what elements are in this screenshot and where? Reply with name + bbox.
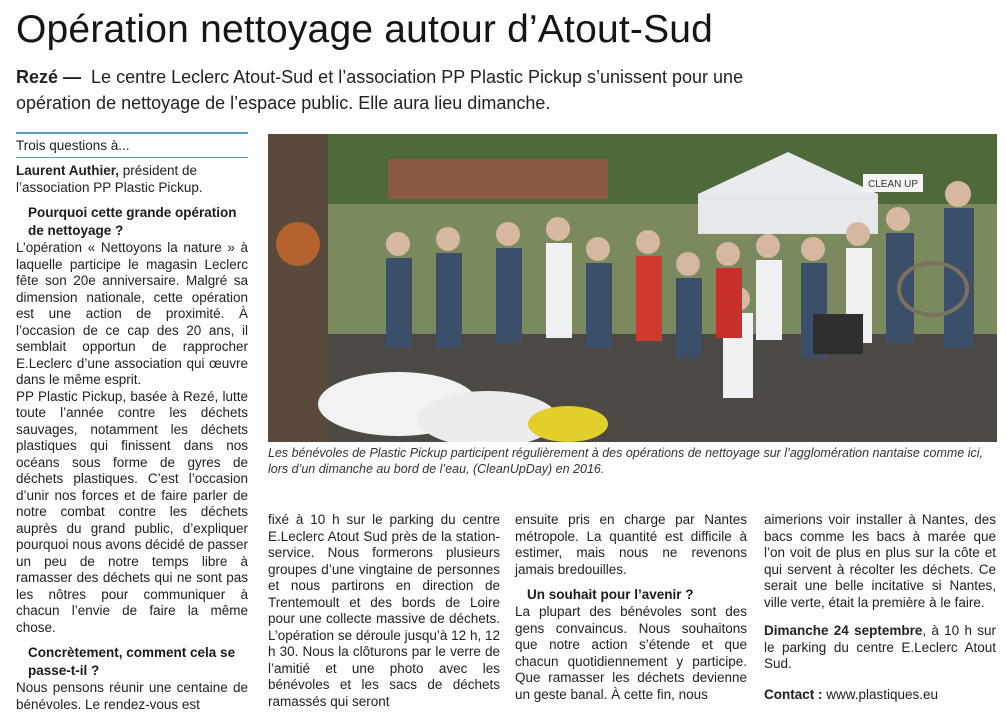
question-3: Un souhait pour l’avenir ? <box>527 587 694 602</box>
lead-line-1: Le centre Leclerc Atout-Sud et l’association PP Plastic Pickup s’unissent pour une <box>91 67 744 87</box>
event-details: , à 10 h sur le parking du centre E.Leclerc Atout Sud. <box>764 623 996 671</box>
lead-place: Rezé — <box>16 67 82 87</box>
contact-label: Contact : <box>764 686 823 702</box>
contact-website: www.plastiques.eu <box>822 686 939 702</box>
interview-column <box>16 132 248 713</box>
article-photo <box>268 134 997 442</box>
column-1-text: fixé à 10 h sur le parking du centre E.Leclerc Atout Sud près de la station-service. Nous formerons plusieurs groupes d’une vingtaine de personnes et nous partirons en direction de Trentemoult et des bords de Loire pour une collecte massive de déchets. L’opération se déroule jusqu’à 12 h, 12 h 30. Nous la clôturons par le verre de l’amitié et une photo avec les bénévoles et les sacs de déchets ramassés qui seront <box>268 512 500 709</box>
answer-1-paragraph-2: PP Plastic Pickup, basée à Rezé, lutte toute l’année contre les déchets sauvages, notamment les déchets plastiques qui finissent dans nos océans sous forme de gyres de déchets plastiques. C’est l’occasion d’unir nos forces et de faire parler de notre combat contre les déchets auprès du grand public, d’expliquer pourquoi nous avons décidé de passer un peu de notre temps libre à ramasser des déchets qui ne sont pas les nôtres pour communiquer à chacun l’envie de faire la même chose. <box>16 388 248 635</box>
interviewee-name: Laurent Authier, <box>16 163 120 178</box>
sidebox-kicker: Trois questions à... <box>16 138 130 153</box>
answer-2-paragraph-1: Nous pensons réunir une centaine de bénévoles. Le rendez-vous est <box>16 680 248 712</box>
photo-sign-text: CLEAN UP <box>867 179 919 190</box>
photo-caption: Les bénévoles de Plastic Pickup participent régulièrement à des opérations de nettoyage sur l’agglomération nantaise comme ici, lors d’un dimanche au bord de l’eau, (CleanUpDay) en 2016. <box>268 446 983 476</box>
event-announcement <box>764 623 996 673</box>
event-date: Dimanche 24 septembre <box>764 623 923 638</box>
article-title: Opération nettoyage autour d’Atout-Sud <box>16 8 714 51</box>
column-2-paragraph-2: La plupart des bénévoles sont des gens convaincus. Nous souhaitons que notre action s’étende et que chacun quotidiennement y participe. Que ramasser les déchets devienne un geste banal. À cette fin, nous <box>515 604 747 702</box>
article-column-2 <box>515 512 747 703</box>
article-lead <box>16 64 996 116</box>
contact-line <box>764 687 996 702</box>
question-2: Concrètement, comment cela se passe-t-il ? <box>28 645 236 678</box>
volunteers-group-photo <box>268 134 997 442</box>
article-column-1 <box>268 512 500 710</box>
column-3-paragraph-1: aimerions voir installer à Nantes, des bacs comme les bacs à marée que l’on voit de plus en plus sur la côte et qui servent à récolter les déchets. Ce serait une belle incitative si Nantes, ville verte, était la première à le faire. <box>764 512 996 610</box>
column-2-paragraph-1: ensuite pris en charge par Nantes métropole. La quantité est difficile à estimer, mais nous ne revenons jamais bredouilles. <box>515 512 747 577</box>
answer-1-paragraph-1: L’opération « Nettoyons la nature » à laquelle participe le magasin Leclerc fête son 20e anniversaire. Malgré sa dimension nationale, cette opération est une action de proximité. À l’occasion de ce cap des 20 ans, il semblait opportun de rapprocher E.Leclerc d’une association qui œuvre dans le même esprit. <box>16 240 248 387</box>
interviewee-role: président de l’association PP Plastic Pickup. <box>16 163 203 195</box>
lead-line-2: opération de nettoyage de l’espace public. Elle aura lieu dimanche. <box>16 93 551 113</box>
sidebox-divider <box>16 157 248 158</box>
article-column-3 <box>764 512 996 702</box>
question-1: Pourquoi cette grande opération de nettoyage ? <box>28 205 237 238</box>
interviewee-intro <box>16 162 248 196</box>
